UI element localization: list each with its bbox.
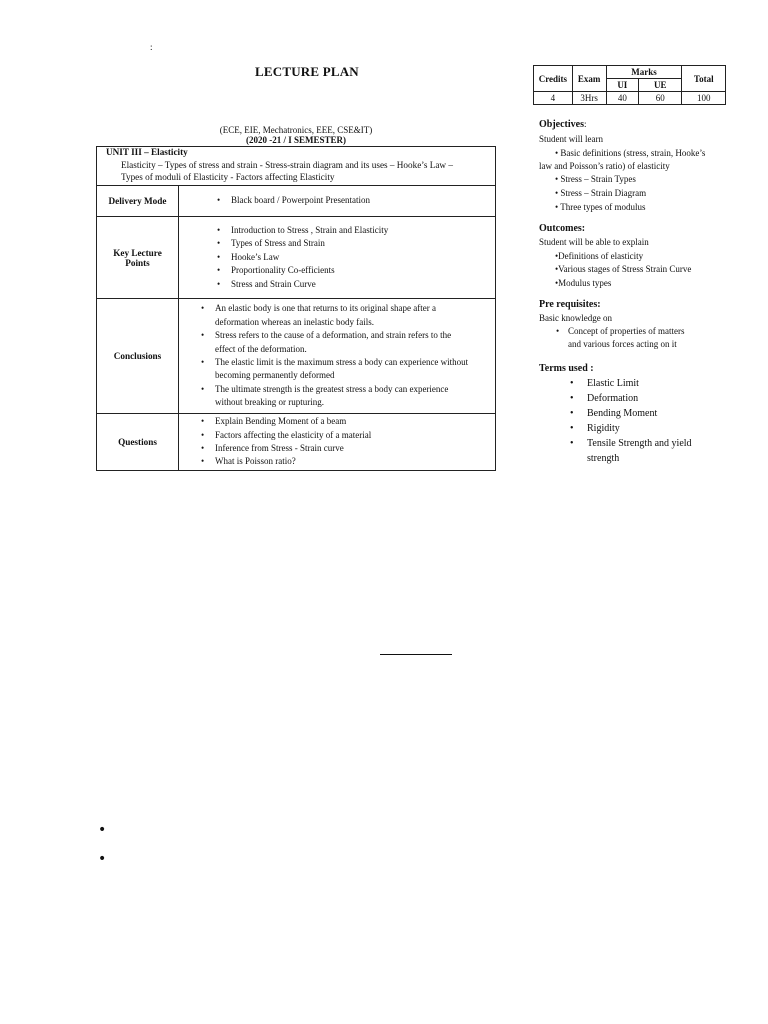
bullet-icon: • (555, 251, 559, 261)
bullet-icon: • (217, 265, 221, 276)
key-lecture-points-label: Key Lecture Points (97, 217, 179, 299)
lecture-plan-table (96, 185, 496, 471)
outcome-item: •Definitions of elasticity (555, 251, 644, 261)
bullet-icon: • (555, 202, 559, 212)
unit-syllabus-line: Types of moduli of Elasticity - Factors affecting Elasticity (121, 172, 335, 182)
marks-header: Marks (606, 66, 682, 79)
bullet-icon: • (217, 195, 221, 206)
list-item: • The ultimate strength is the greatest stress a body can experience without breaking or rupturing. (201, 383, 449, 408)
bullet-icon: • (201, 357, 205, 367)
bullet-icon: • (201, 443, 205, 453)
objectives-heading: Objectives: (539, 119, 587, 130)
bullet-icon: • (555, 278, 559, 288)
term-item: Tensile Strength and yield (587, 438, 692, 449)
bullet-icon: • (570, 423, 574, 434)
bullet-icon: • (201, 429, 205, 440)
ue-header: UE (639, 79, 682, 92)
objective-item: • Three types of modulus (555, 202, 646, 212)
bullet-icon: • (555, 174, 559, 184)
list-item: • Inference from Stress - Strain curve (215, 442, 495, 455)
conclusions-list (201, 302, 495, 409)
objective-item: • Stress – Strain Types (555, 174, 636, 184)
decorative-dots: : (150, 42, 153, 52)
term-item: Elastic Limit (587, 378, 639, 389)
ui-header: UI (606, 79, 639, 92)
list-item: • An elastic body is one that returns to its original shape after a deformation whereas an inelastic body fails. (201, 303, 436, 327)
outcome-item: •Modulus types (555, 278, 612, 288)
credits-header: Credits (534, 66, 573, 92)
delivery-list (217, 194, 495, 207)
outcome-item: •Various stages of Stress Strain Curve (555, 264, 692, 274)
list-item: • Types of Stress and Strain (231, 237, 495, 250)
bullet-icon: • (555, 264, 559, 274)
total-header: Total (682, 66, 726, 92)
objective-item: • Basic definitions (stress, strain, Hooke’s (555, 148, 706, 158)
credits-value: 4 (534, 92, 573, 105)
outcomes-intro: Student will be able to explain (539, 237, 649, 247)
conclusions-label: Conclusions (97, 299, 179, 414)
terms-heading: Terms used : (539, 363, 594, 374)
questions-list (201, 415, 495, 469)
list-item: • What is Poisson ratio? (215, 455, 495, 468)
list-item: • The elastic limit is the maximum stress a body can experience without becoming permanently deformed (201, 357, 469, 381)
bullet-icon: • (217, 251, 221, 262)
list-item: • Introduction to Stress , Strain and Elasticity (231, 224, 495, 237)
bullet-icon: • (217, 278, 221, 289)
list-item: • Factors affecting the elasticity of a material (215, 429, 495, 442)
ui-value: 40 (606, 92, 639, 105)
bullet-icon: • (570, 438, 574, 449)
bullet-icon: • (570, 408, 574, 419)
bullet-icon: • (201, 416, 205, 427)
objective-item: • Stress – Strain Diagram (555, 188, 647, 198)
list-item: • Hooke’s Law (231, 251, 495, 264)
total-value: 100 (682, 92, 726, 105)
list-item: • Black board / Powerpoint Presentation (231, 194, 495, 207)
term-item-cont: strength (587, 453, 620, 464)
semester-line: (2020 -21 / I SEMESTER) (245, 135, 346, 145)
unit-heading: UNIT III – Elasticity (106, 147, 188, 157)
bullet-icon: • (201, 330, 205, 341)
bullet-icon: • (201, 383, 205, 394)
marks-table (533, 65, 726, 105)
list-item: • Explain Bending Moment of a beam (215, 415, 495, 428)
exam-header: Exam (572, 66, 606, 92)
unit-syllabus-line: Elasticity – Types of stress and strain - Stress-strain diagram and its uses – Hooke’s Law – (121, 160, 453, 170)
list-item: • Stress and Strain Curve (231, 278, 495, 291)
questions-label: Questions (97, 414, 179, 471)
term-item: Bending Moment (587, 408, 658, 419)
prerequisites-heading: Pre requisites: (539, 299, 601, 310)
prerequisites-intro: Basic knowledge on (539, 313, 612, 323)
horizontal-rule (380, 654, 452, 655)
list-item: • Stress refers to the cause of a deformation, and strain refers to the effect of the deformation. (201, 330, 452, 354)
unit-box (96, 146, 496, 186)
delivery-mode-label: Delivery Mode (97, 186, 179, 217)
bullet-icon: • (570, 393, 574, 404)
page-title: LECTURE PLAN (255, 64, 359, 79)
branches-line: (ECE, EIE, Mechatronics, EEE, CSE&IT) (219, 125, 373, 135)
bullet-icon: • (217, 238, 221, 249)
objectives-intro: Student will learn (539, 134, 603, 144)
bullet-icon: • (98, 822, 107, 838)
term-item: Rigidity (587, 423, 620, 434)
objective-item-cont: law and Poisson’s ratio) of elasticity (539, 161, 670, 171)
list-item: • Proportionality Co-efficients (231, 264, 495, 277)
bullet-icon: • (555, 148, 559, 158)
bullet-icon: • (201, 456, 205, 467)
key-points-list (217, 224, 495, 291)
outcomes-heading: Outcomes: (539, 223, 586, 234)
bullet-icon: • (570, 378, 574, 389)
term-item: Deformation (587, 393, 639, 404)
ue-value: 60 (639, 92, 682, 105)
bullet-icon: • (98, 851, 107, 867)
prerequisite-item: Concept of properties of matters (568, 326, 685, 336)
bullet-icon: • (217, 224, 221, 235)
bullet-icon: • (556, 326, 560, 336)
bullet-icon: • (201, 303, 205, 314)
bullet-icon: • (555, 188, 559, 198)
exam-value: 3Hrs (572, 92, 606, 105)
prerequisite-item-cont: and various forces acting on it (568, 339, 677, 349)
